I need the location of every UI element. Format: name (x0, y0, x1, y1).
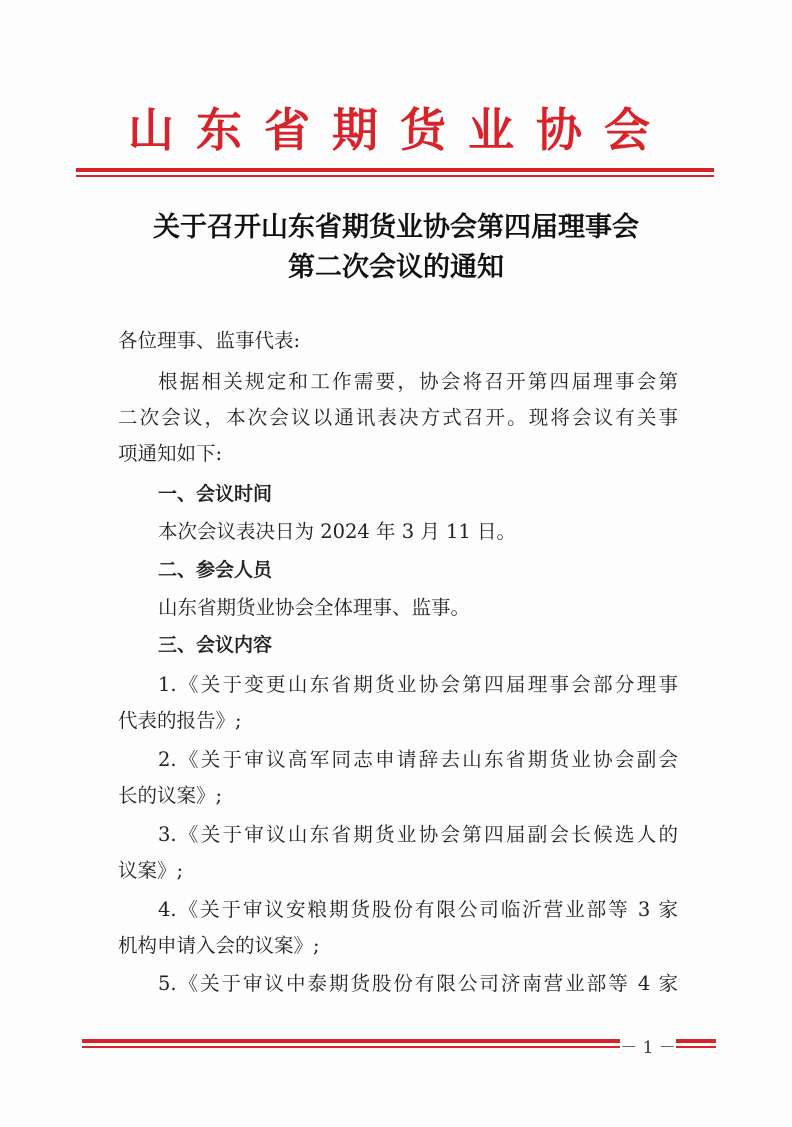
agenda-item-3-line-2: 议案》; (118, 859, 184, 882)
page-number: － 1 － (620, 1038, 676, 1058)
masthead-red-rule-thin (76, 175, 714, 177)
intro-paragraph-line-1: 根据相关规定和工作需要，协会将召开第四届理事会第 (158, 370, 678, 393)
agenda-item-5-line-1: 5.《关于审议中泰期货股份有限公司济南营业部等 4 家 (158, 972, 678, 995)
section-text-participants: 山东省期货业协会全体理事、监事。 (158, 596, 471, 619)
agenda-item-4-line-2: 机构申请入会的议案》; (118, 934, 320, 957)
section-heading-meeting-time: 一、会议时间 (158, 483, 273, 505)
section-heading-participants: 二、参会人员 (158, 559, 273, 581)
agenda-item-3-line-1: 3.《关于审议山东省期货业协会第四届副会长候选人的 (158, 823, 678, 846)
agenda-item-4-line-1: 4.《关于审议安粮期货股份有限公司临沂营业部等 3 家 (158, 898, 678, 921)
intro-paragraph-line-2: 二次会议，本次会议以通讯表决方式召开。现将会议有关事 (118, 406, 678, 429)
salutation: 各位理事、监事代表: (118, 329, 301, 352)
document-title-line-1: 关于召开山东省期货业协会第四届理事会 (153, 212, 639, 243)
intro-paragraph-line-3: 项通知如下: (118, 442, 223, 465)
masthead-red-rule-thick (76, 168, 714, 172)
section-text-meeting-time: 本次会议表决日为 2024 年 3 月 11 日。 (158, 520, 517, 543)
agenda-item-2-line-2: 长的议案》; (118, 784, 223, 807)
agenda-item-1-line-1: 1.《关于变更山东省期货业协会第四届理事会部分理事 (158, 673, 678, 696)
organization-masthead: 山东省期货业协会 (128, 103, 672, 157)
agenda-item-1-line-2: 代表的报告》; (118, 709, 242, 732)
agenda-item-2-line-1: 2.《关于审议高军同志申请辞去山东省期货业协会副会 (158, 748, 678, 771)
document-title-line-2: 第二次会议的通知 (288, 252, 504, 283)
section-heading-meeting-content: 三、会议内容 (158, 634, 273, 656)
